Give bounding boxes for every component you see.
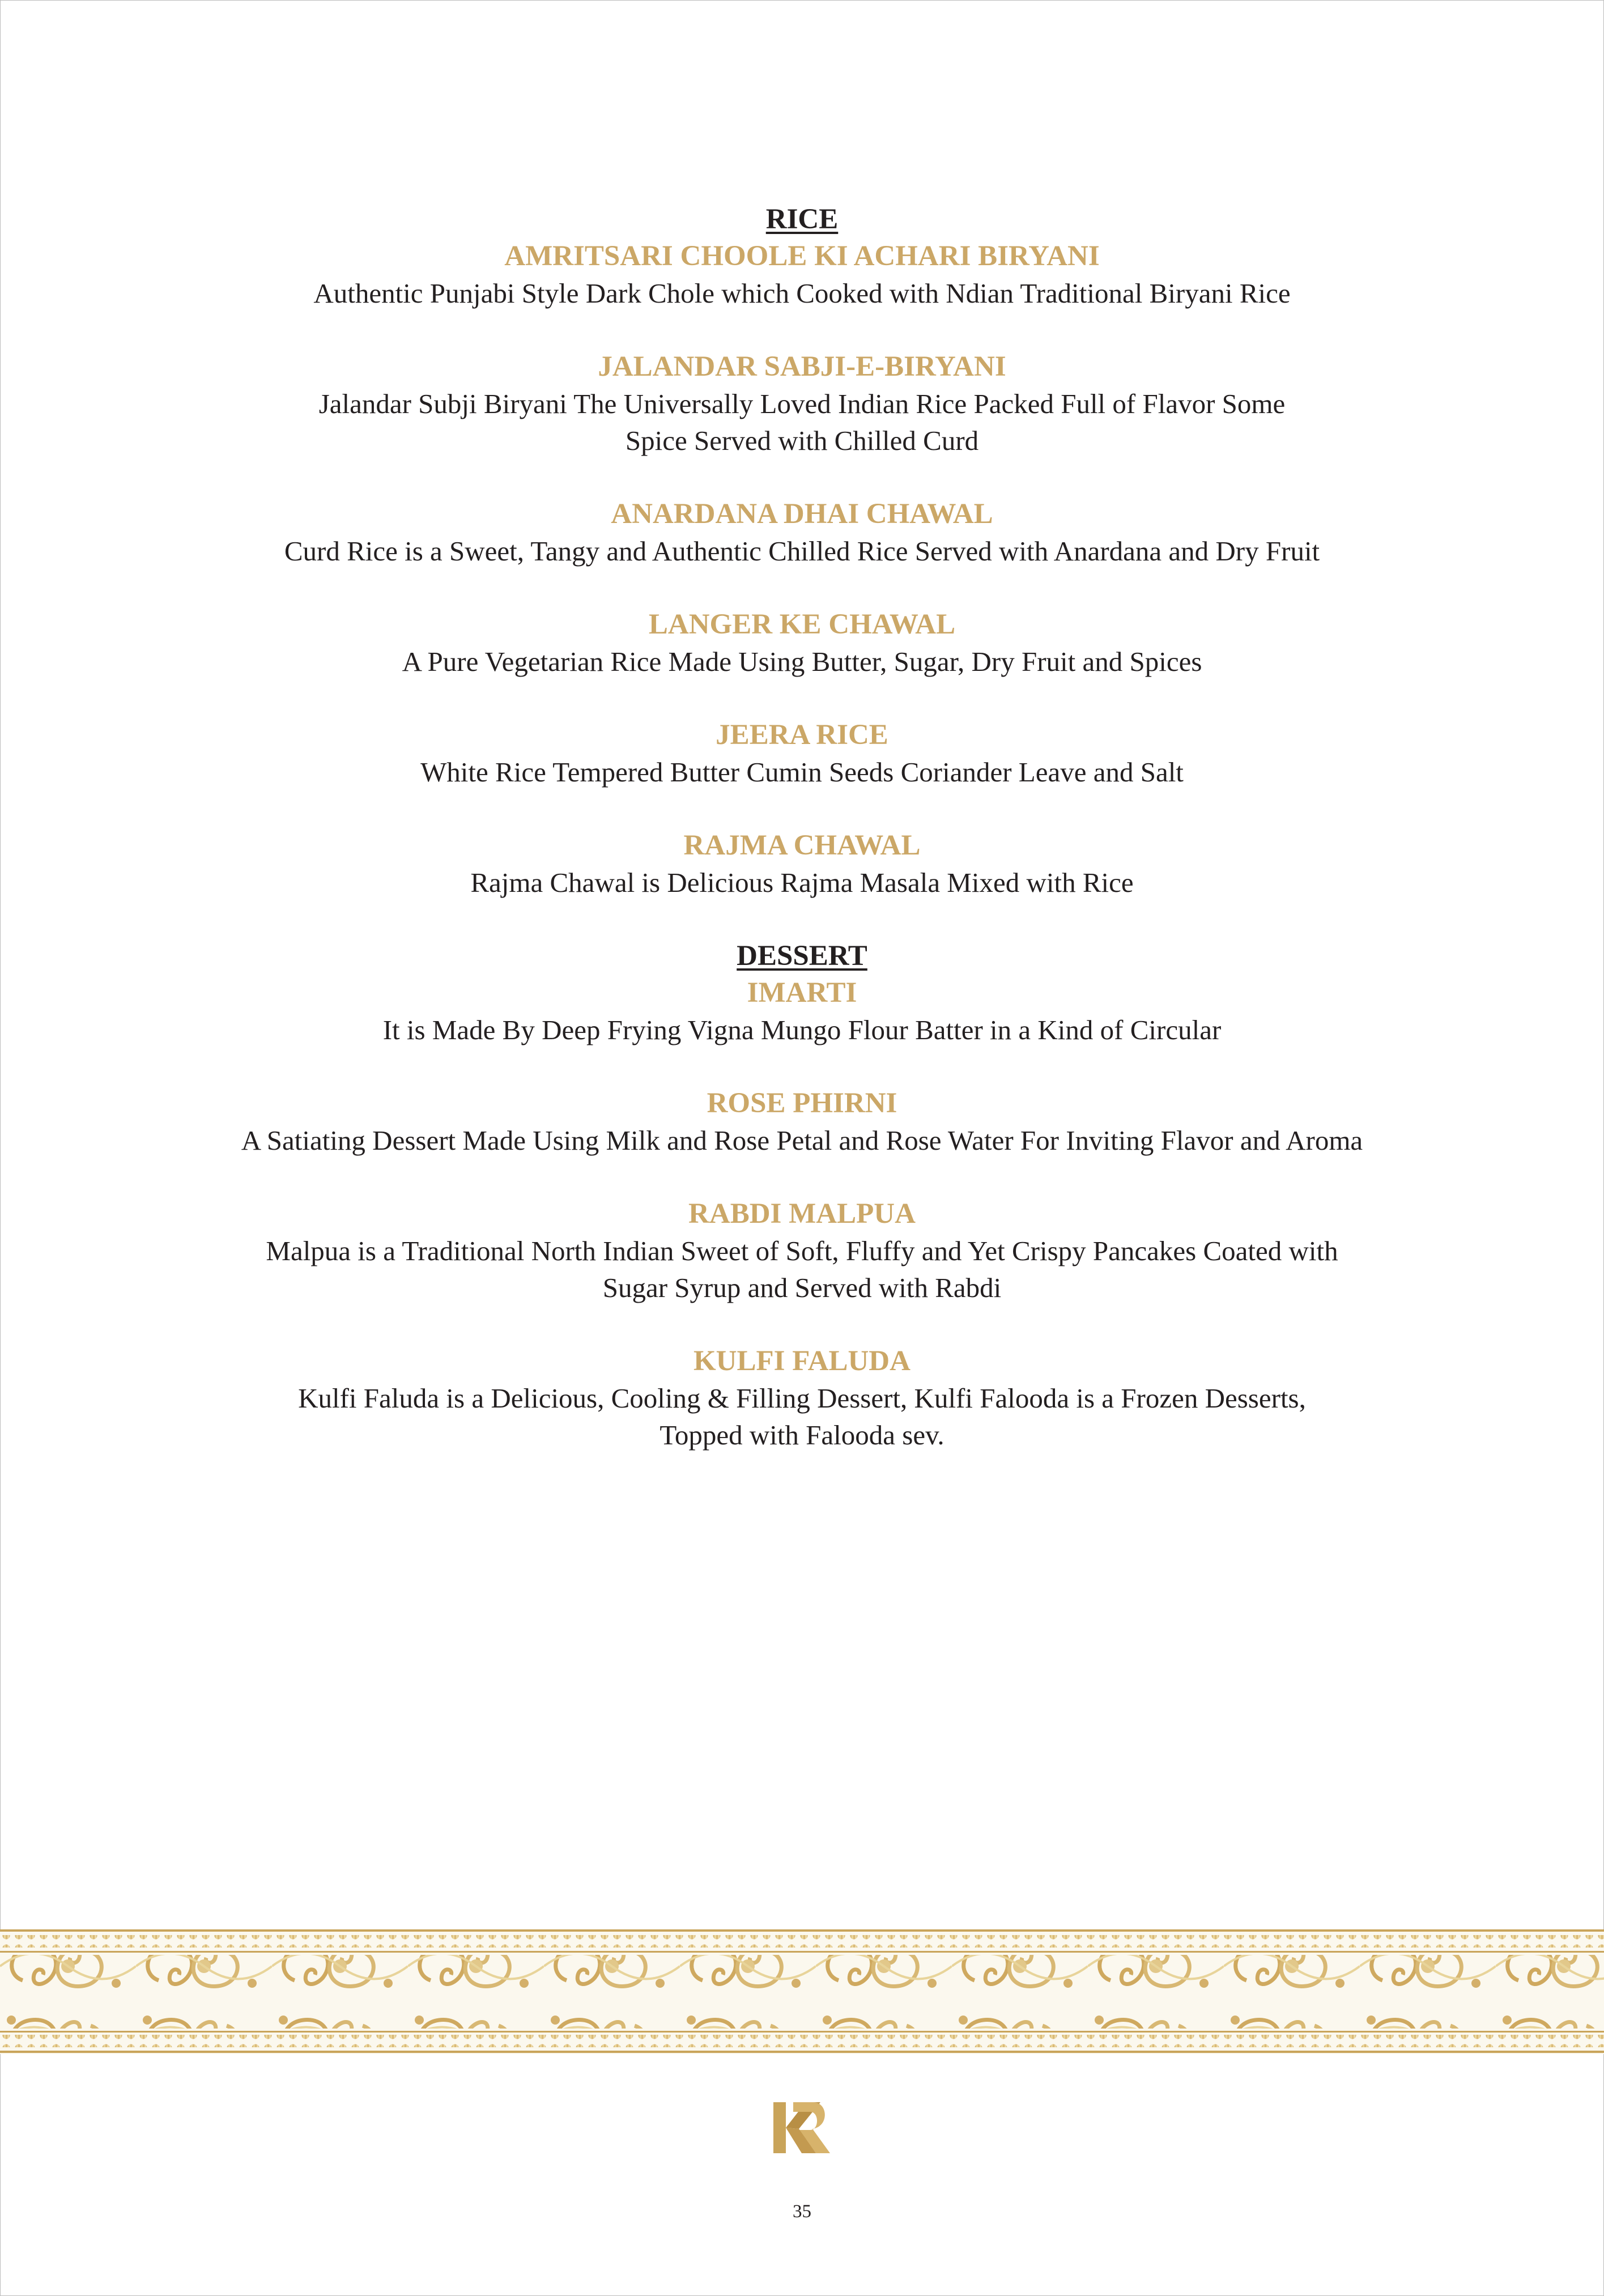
paisley-border-ornament [0, 1929, 1604, 2054]
menu-item [0, 606, 1604, 680]
menu-item [0, 717, 1604, 790]
item-description: Topped with Falooda sev. [660, 1419, 944, 1451]
section-rice [0, 201, 1604, 901]
item-description: Curd Rice is a Sweet, Tangy and Authentic Chilled Rice Served with Anardana and Dry Fruit [284, 535, 1320, 567]
item-title: ROSE PHIRNI [707, 1087, 897, 1119]
item-description: Spice Served with Chilled Curd [625, 425, 979, 456]
item-description: Sugar Syrup and Served with Rabdi [602, 1272, 1002, 1303]
item-description: Kulfi Faluda is a Delicious, Cooling & Filling Dessert, Kulfi Falooda is a Frozen Desserts, [298, 1383, 1306, 1414]
decorative-border [0, 1929, 1604, 2054]
item-title: JALANDAR SABJI-E-BIRYANI [598, 351, 1006, 382]
section-title: RICE [765, 203, 839, 235]
item-title: JEERA RICE [716, 719, 888, 751]
item-description: A Satiating Dessert Made Using Milk and Rose Petal and Rose Water For Inviting Flavor and Aroma [241, 1125, 1363, 1156]
section-title: DESSERT [737, 940, 867, 972]
item-title: RAJMA CHAWAL [683, 830, 921, 861]
kr-monogram-icon [771, 2099, 833, 2156]
menu-item [0, 496, 1604, 569]
item-description: Rajma Chawal is Delicious Rajma Masala Mixed with Rice [470, 867, 1134, 898]
item-title: IMARTI [747, 977, 857, 1009]
menu-item [0, 1196, 1604, 1306]
item-title: KULFI FALUDA [693, 1345, 911, 1377]
item-description: Authentic Punjabi Style Dark Chole which Cooked with Ndian Traditional Biryani Rice [313, 278, 1291, 309]
page-number: 35 [793, 2201, 811, 2222]
menu-item [0, 348, 1604, 459]
menu-item [0, 975, 1604, 1048]
menu-item [0, 238, 1604, 312]
menu-item [0, 1343, 1604, 1453]
menu-content [0, 201, 1604, 1453]
section-dessert [0, 938, 1604, 1453]
item-description: A Pure Vegetarian Rice Made Using Butter, Sugar, Dry Fruit and Spices [402, 646, 1202, 677]
menu-item [0, 1085, 1604, 1159]
item-description: It is Made By Deep Frying Vigna Mungo Flour Batter in a Kind of Circular [382, 1014, 1222, 1045]
item-title: AMRITSARI CHOOLE KI ACHARI BIRYANI [504, 240, 1100, 272]
item-description: Jalandar Subji Biryani The Universally Loved Indian Rice Packed Full of Flavor Some [318, 388, 1286, 419]
item-description: White Rice Tempered Butter Cumin Seeds Coriander Leave and Salt [420, 756, 1184, 788]
item-title: LANGER KE CHAWAL [648, 609, 956, 640]
item-description: Malpua is a Traditional North Indian Sweet of Soft, Fluffy and Yet Crispy Pancakes Coated with [266, 1235, 1338, 1266]
item-title: ANARDANA DHAI CHAWAL [611, 498, 993, 530]
menu-item [0, 827, 1604, 901]
item-title: RABDI MALPUA [688, 1198, 916, 1230]
